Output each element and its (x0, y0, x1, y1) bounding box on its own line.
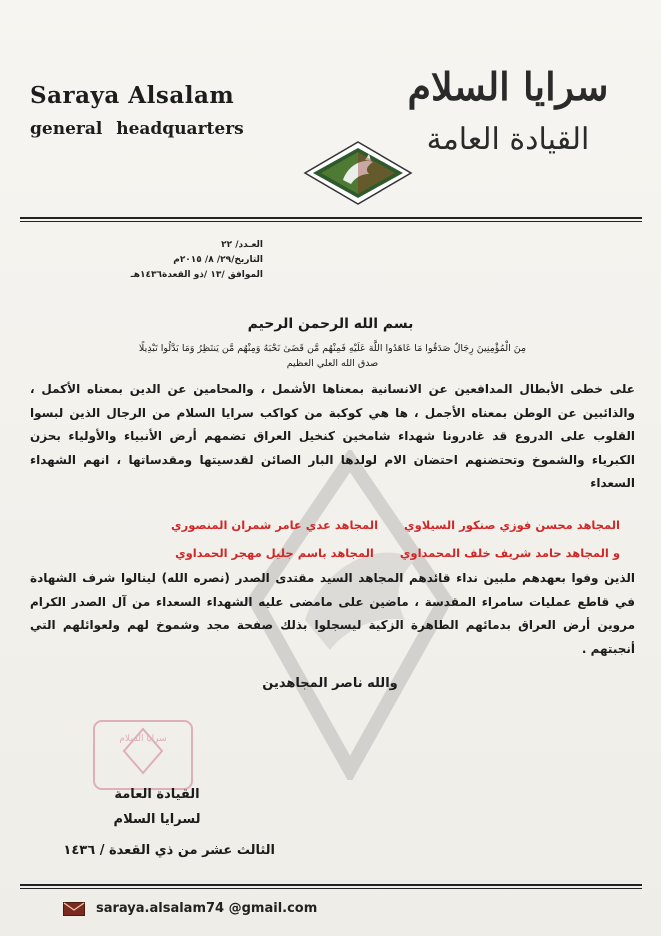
header-divider-thin (20, 221, 642, 222)
paragraph-tribute: الذين وفوا بعهدهم ملبين نداء قائدهم المجاهد السيد مقتدى الصدر (نصره الله) لينالوا شرف الشهادة في قاطع عمليات سامراء المقدسة ، ماضين على مامضى عليه الشهداء السعداء من آل الصدر الكرام مروين أرض العراق بدمائهم الطاهرة الزكية ليسجلوا بذلك صفحة مجد وشموخ لهم ولعوائلهم التي أنجبتهم . (30, 571, 635, 656)
names-row (30, 539, 620, 567)
official-stamp-icon (88, 715, 198, 795)
stamp-text: سرايا السلام (119, 734, 167, 744)
names-row (30, 511, 620, 539)
signature-line-2: لسرايا السلام (113, 812, 201, 827)
martyr-name: و المجاهد حامد شريف خلف المحمداوي (399, 546, 620, 560)
document-hijri-date: الموافق /١٣ /ذو القعدة١٤٣٦هـ (130, 270, 263, 280)
martyr-name: المجاهد عدي عامر شمران المنصوري (171, 518, 379, 532)
basmala: بسم الله الرحمن الرحيم (247, 316, 414, 332)
contact-email[interactable]: saraya.alsalam74 @gmail.com (96, 901, 318, 916)
english-subtitle: general headquarters (30, 119, 244, 139)
footer-divider-thin (20, 888, 642, 889)
envelope-icon (63, 902, 85, 916)
arabic-subtitle: القيادة العامة (426, 122, 590, 157)
closing-line: والله ناصر المجاهدين (262, 676, 398, 691)
english-title: Saraya Alsalam (30, 82, 235, 109)
verse-text: مِنَ الْمُؤْمِنِينَ رِجَالٌ صَدَقُوا مَا عَاهَدُوا اللَّهَ عَلَيْهِ فَمِنْهُم مَّن قَضَىٰ نَحْبَهُ وَمِنْهُم مَّن يَنتَظِرُ وَمَا بَدَّلُوا تَبْدِيلًا (138, 343, 527, 354)
document-number: العـدد/ ٢٢ (221, 240, 263, 250)
martyrs-names (30, 511, 620, 567)
hijri-date-line: الثالث عشر من ذي القعدة / ١٤٣٦ (63, 843, 275, 858)
footer-divider-thick (20, 884, 642, 886)
dove-emblem-icon (303, 140, 413, 206)
document-date: التاريخ/٢٩/ ٨/ ٢٠١٥م (173, 255, 263, 265)
martyr-name: المجاهد باسم جليل مهجر الحمداوي (175, 546, 374, 560)
paragraph-intro: على خطى الأبطال المدافعين عن الانسانية بمعناها الأشمل ، والمحامين عن الدين بمعناه الأكمل ، والذائبين عن الوطن بمعناه الأجمل ، ها هي كوكبة من كواكب سرايا السلام من الرجال الذين لبسوا القلوب على الدروع قد غادرونا شهداء شامخين كنخيل العراق تضمهم أرض الأنبياء والأولياء بحزن الكبرياء والشموخ وتحتضنهم احتضان الام لولدها البار الصائن لقدسيتها ومقدساتها ، انهم الشهداء السعداء (30, 382, 635, 490)
header-divider-thick (20, 217, 642, 219)
quran-verse (20, 341, 645, 371)
verse-closing: صدق الله العلي العظيم (286, 358, 379, 369)
arabic-title: سرايا السلام (407, 64, 609, 109)
martyr-name: المجاهد محسن فوزي صنكور السيلاوي (404, 518, 620, 532)
document-meta (130, 238, 263, 283)
signature-line-1: القيادة العامة (114, 787, 200, 802)
